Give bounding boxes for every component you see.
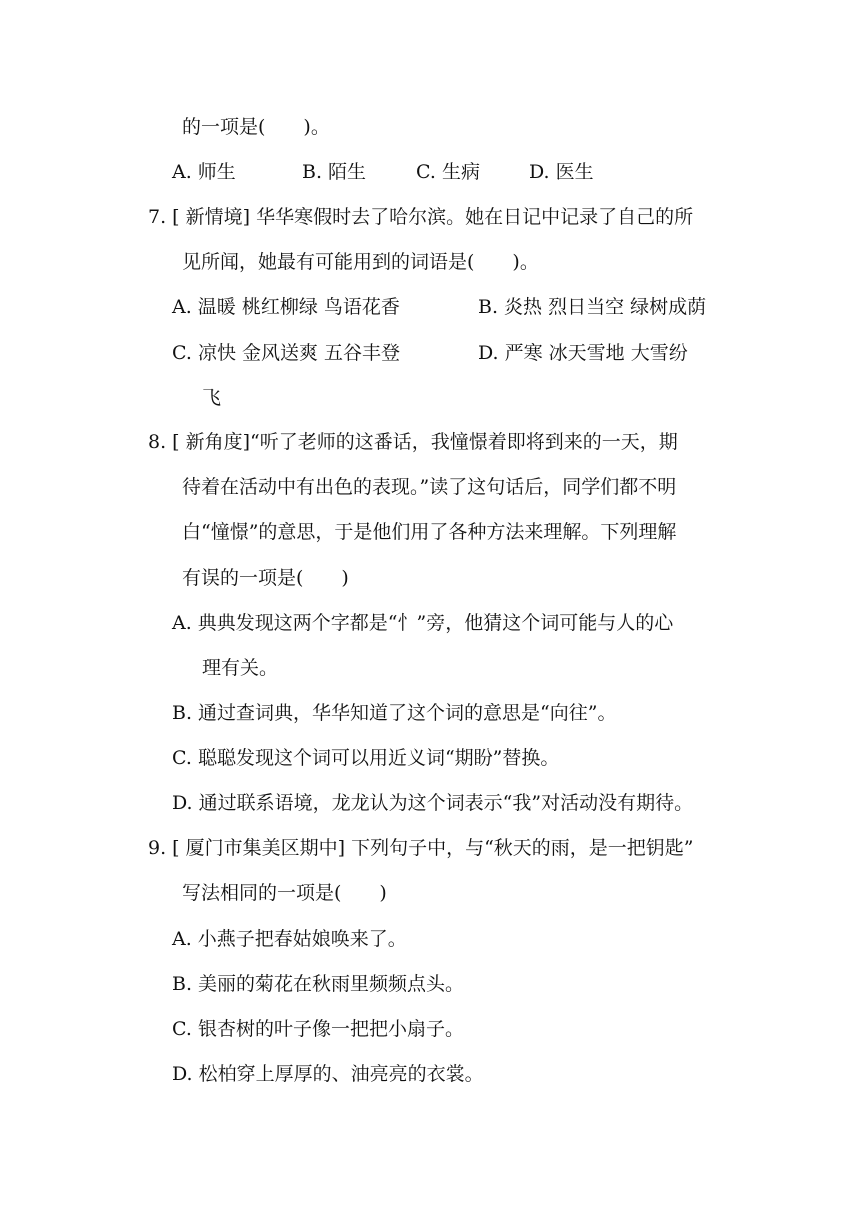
- q8-stem-line1: 8. [ 新角度]“听了老师的这番话，我憧憬着即将到来的一天，期: [148, 431, 678, 453]
- q8-option-a-continuation: 理有关。: [202, 657, 279, 679]
- q9-option-a[interactable]: A. 小燕子把春姑娘唤来了。: [172, 928, 407, 950]
- q8-option-a[interactable]: A. 典典发现这两个字都是“忄”旁，他猜这个词可能与人的心: [172, 612, 674, 634]
- q8-option-d[interactable]: D. 通过联系语境，龙龙认为这个词表示“我”对活动没有期待。: [172, 792, 694, 814]
- q8-stem-line3: 白“憧憬”的意思，于是他们用了各种方法来理解。下列理解: [182, 521, 677, 543]
- q7-option-d[interactable]: D. 严寒 冰天雪地 大雪纷: [478, 342, 688, 364]
- q9-option-c[interactable]: C. 银杏树的叶子像一把把小扇子。: [172, 1018, 464, 1040]
- q7-option-a[interactable]: A. 温暖 桃红柳绿 鸟语花香: [172, 296, 400, 318]
- q7-stem-line1-text: 7. [ 新情境] 华华寒假时去了哈尔滨。她在日记中记录了自己的所: [148, 206, 694, 228]
- q8-stem-line2: 待着在活动中有出色的表现。”读了这句话后，同学们都不明: [182, 476, 677, 498]
- q7-stem-line2: 见所闻，她最有可能用到的词语是( )。: [182, 251, 539, 273]
- q9-stem-line1: 9. [ 厦门市集美区期中] 下列句子中，与“秋天的雨，是一把钥匙”: [148, 837, 694, 859]
- q9-option-d[interactable]: D. 松柏穿上厚厚的、油亮亮的衣裳。: [172, 1063, 484, 1085]
- q8-stem-line4: 有误的一项是( ): [182, 567, 349, 589]
- q8-option-c[interactable]: C. 聪聪发现这个词可以用近义词“期盼”替换。: [172, 747, 560, 769]
- q7-stem-line1: [148, 204, 728, 230]
- q6-option-d[interactable]: D. 医生: [529, 161, 594, 183]
- q7-option-d-continuation: 飞: [202, 387, 222, 409]
- q6-option-a[interactable]: A. 师生: [172, 161, 236, 183]
- q6-stem-continuation: 的一项是( )。: [182, 116, 330, 138]
- q9-option-b[interactable]: B. 美丽的菊花在秋雨里频频点头。: [172, 973, 465, 995]
- q7-option-b[interactable]: B. 炎热 烈日当空 绿树成荫: [478, 296, 707, 318]
- q6-option-b[interactable]: B. 陌生: [302, 161, 367, 183]
- q8-option-b[interactable]: B. 通过查词典，华华知道了这个词的意思是“向往”。: [172, 702, 617, 724]
- q9-stem-line2: 写法相同的一项是( ): [182, 882, 387, 904]
- q6-option-c[interactable]: C. 生病: [416, 161, 480, 183]
- q7-option-c[interactable]: C. 凉快 金风送爽 五谷丰登: [172, 342, 401, 364]
